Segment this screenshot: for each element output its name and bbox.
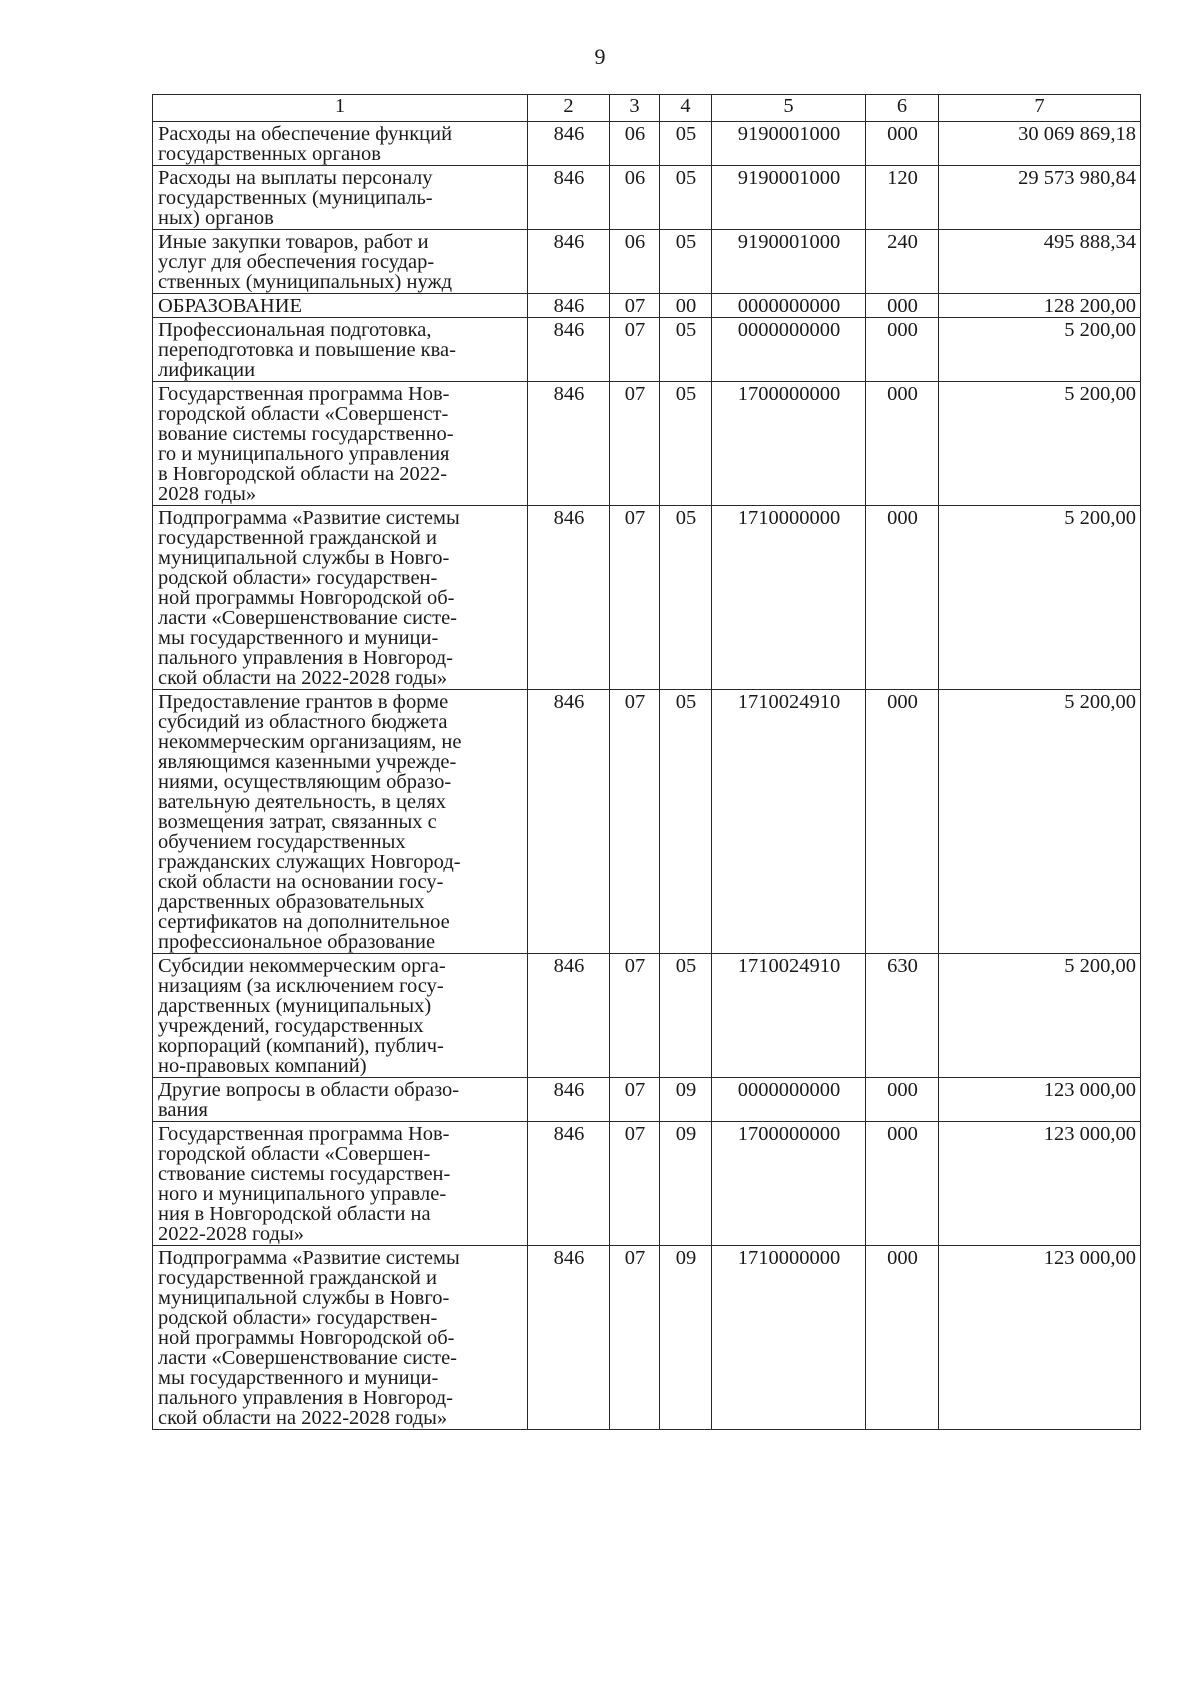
table-row [153,382,1141,506]
expense-type-cell: 000 [866,1246,939,1430]
table-row [153,318,1141,382]
ministry-code-cell: 846 [528,166,610,230]
expense-type-cell: 630 [866,954,939,1078]
item-name-cell: Подпрограмма «Развитие системы государственной гражданской и муниципальной службы в Новго- родской области» государствен- ной программы Новгородской об- ласти «Совершенствование систе- мы государственного и муници- пального управления в Новгород- ской области на 2022-2028 годы» [153,506,528,690]
target-article-cell: 9190001000 [712,230,866,294]
column-header-3: 3 [610,95,660,122]
subsection-code-cell: 09 [660,1246,712,1430]
target-article-cell: 0000000000 [712,318,866,382]
ministry-code-cell: 846 [528,506,610,690]
section-code-cell: 07 [610,1078,660,1122]
amount-cell: 123 000,00 [939,1122,1141,1246]
table-row [153,122,1141,166]
ministry-code-cell: 846 [528,690,610,954]
section-code-cell: 06 [610,122,660,166]
subsection-code-cell: 05 [660,230,712,294]
table-row [153,1078,1141,1122]
amount-cell: 5 200,00 [939,318,1141,382]
section-code-cell: 07 [610,318,660,382]
amount-cell: 5 200,00 [939,506,1141,690]
item-name-cell: Государственная программа Нов- городской области «Совершен- ствование системы государствен- ного и муниципального управле- ния в Новгородской области на 2022-2028 годы» [153,1122,528,1246]
subsection-code-cell: 00 [660,294,712,318]
table-row [153,690,1141,954]
item-name-cell: Расходы на обеспечение функций государственных органов [153,122,528,166]
table-row [153,230,1141,294]
amount-cell: 123 000,00 [939,1246,1141,1430]
amount-cell: 128 200,00 [939,294,1141,318]
subsection-code-cell: 05 [660,166,712,230]
column-header-4: 4 [660,95,712,122]
ministry-code-cell: 846 [528,1122,610,1246]
table-row [153,1122,1141,1246]
column-header-7: 7 [939,95,1141,122]
table-header-row [153,95,1141,122]
target-article-cell: 1710024910 [712,690,866,954]
ministry-code-cell: 846 [528,230,610,294]
subsection-code-cell: 05 [660,506,712,690]
target-article-cell: 1700000000 [712,1122,866,1246]
ministry-code-cell: 846 [528,1246,610,1430]
section-code-cell: 07 [610,954,660,1078]
section-code-cell: 07 [610,294,660,318]
amount-cell: 29 573 980,84 [939,166,1141,230]
target-article-cell: 9190001000 [712,122,866,166]
column-header-6: 6 [866,95,939,122]
subsection-code-cell: 05 [660,318,712,382]
budget-table [152,94,1141,1430]
table-row [153,506,1141,690]
table-body [153,122,1141,1430]
target-article-cell: 1710000000 [712,1246,866,1430]
amount-cell: 5 200,00 [939,690,1141,954]
item-name-cell: Иные закупки товаров, работ и услуг для обеспечения государ- ственных (муниципальных) нужд [153,230,528,294]
target-article-cell: 1700000000 [712,382,866,506]
subsection-code-cell: 05 [660,954,712,1078]
item-name-cell: ОБРАЗОВАНИЕ [153,294,528,318]
amount-cell: 495 888,34 [939,230,1141,294]
amount-cell: 5 200,00 [939,954,1141,1078]
expense-type-cell: 120 [866,166,939,230]
target-article-cell: 0000000000 [712,1078,866,1122]
subsection-code-cell: 09 [660,1122,712,1246]
table-row [153,166,1141,230]
column-header-5: 5 [712,95,866,122]
section-code-cell: 06 [610,230,660,294]
item-name-cell: Государственная программа Нов- городской области «Совершенст- вование системы государственно- го и муниципального управления в Новгородской области на 2022- 2028 годы» [153,382,528,506]
expense-type-cell: 000 [866,122,939,166]
table-row [153,1246,1141,1430]
item-name-cell: Подпрограмма «Развитие системы государственной гражданской и муниципальной службы в Новго- родской области» государствен- ной программы Новгородской об- ласти «Совершенствование систе- мы государственного и муници- пального управления в Новгород- ской области на 2022-2028 годы» [153,1246,528,1430]
subsection-code-cell: 05 [660,690,712,954]
expense-type-cell: 000 [866,1122,939,1246]
target-article-cell: 0000000000 [712,294,866,318]
amount-cell: 5 200,00 [939,382,1141,506]
expense-type-cell: 000 [866,382,939,506]
ministry-code-cell: 846 [528,294,610,318]
ministry-code-cell: 846 [528,122,610,166]
ministry-code-cell: 846 [528,318,610,382]
section-code-cell: 07 [610,1122,660,1246]
subsection-code-cell: 09 [660,1078,712,1122]
column-header-1: 1 [153,95,528,122]
section-code-cell: 07 [610,1246,660,1430]
subsection-code-cell: 05 [660,382,712,506]
page-number: 9 [594,44,606,69]
item-name-cell: Другие вопросы в области образо- вания [153,1078,528,1122]
expense-type-cell: 240 [866,230,939,294]
target-article-cell: 9190001000 [712,166,866,230]
target-article-cell: 1710024910 [712,954,866,1078]
section-code-cell: 06 [610,166,660,230]
column-header-2: 2 [528,95,610,122]
expense-type-cell: 000 [866,1078,939,1122]
item-name-cell: Субсидии некоммерческим орга- низациям (за исключением госу- дарственных (муниципальных) учреждений, государственных корпораций (компаний), публич- но-правовых компаний) [153,954,528,1078]
target-article-cell: 1710000000 [712,506,866,690]
ministry-code-cell: 846 [528,954,610,1078]
amount-cell: 123 000,00 [939,1078,1141,1122]
item-name-cell: Предоставление грантов в форме субсидий из областного бюджета некоммерческим организациям, не являющимся казенными учрежде- ниями, осуществляющим образо- вательную деятельность, в целях возмещения затрат, связанных с обучением государственных гражданских служащих Новгород- ской области на основании госу- дарственных образовательных сертификатов на дополнительное профессиональное образование [153,690,528,954]
table-row [153,294,1141,318]
expense-type-cell: 000 [866,294,939,318]
section-code-cell: 07 [610,382,660,506]
expense-type-cell: 000 [866,506,939,690]
ministry-code-cell: 846 [528,382,610,506]
section-code-cell: 07 [610,690,660,954]
amount-cell: 30 069 869,18 [939,122,1141,166]
ministry-code-cell: 846 [528,1078,610,1122]
table-row [153,954,1141,1078]
subsection-code-cell: 05 [660,122,712,166]
item-name-cell: Профессиональная подготовка, переподготовка и повышение ква- лификации [153,318,528,382]
section-code-cell: 07 [610,506,660,690]
expense-type-cell: 000 [866,318,939,382]
item-name-cell: Расходы на выплаты персоналу государственных (муниципаль- ных) органов [153,166,528,230]
expense-type-cell: 000 [866,690,939,954]
